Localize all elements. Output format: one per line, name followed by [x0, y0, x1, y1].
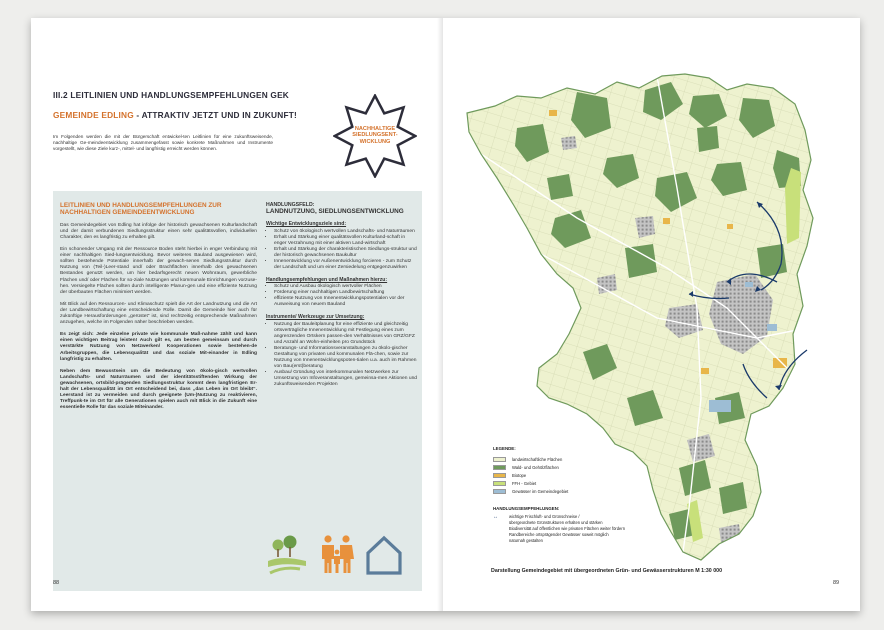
recommendations-title: HANDLUNGSEMPFEHLUNGEN: — [493, 506, 560, 511]
map-caption: Darstellung Gemeindegebiet mit übergeordneten Grün- und Gewässerstrukturen M 1:30 000 — [491, 568, 723, 574]
legend-swatch — [493, 465, 506, 470]
badge-line: WICKLUNG — [359, 138, 391, 145]
badge-line: SIEDLUNGSENT- — [352, 132, 398, 139]
legend-label: Gewässer im Gemeindegebiet — [512, 488, 569, 494]
recommendation-text: Biodiversität auf öffentlichen wie privaten Flächen weiter fördern — [509, 526, 625, 531]
list-item: • Erhalt und Stärkung der charakteristischen Siedlungs-struktur und der historisch gewachsenen Baukultur — [274, 247, 418, 259]
measures-list — [266, 284, 418, 308]
map-area — [457, 68, 855, 578]
box-paragraph: Das Gemeindegebiet von Edling hat infolge der historisch gewachsenen Kulturlandschaft und der damit verbundenen Siedlungsstruktur einen sehr qualitätsvollen, individuellen Charakter, den es langfristig zu erhalten gilt. — [60, 222, 257, 240]
field-label: HANDLUNGSFELD: — [266, 202, 315, 208]
legend-label: landwirtschaftliche Flächen — [512, 456, 563, 462]
legend-item — [493, 487, 733, 495]
list-item: • Ausbau/ Gründung von interkommunalen Netzwerken zur Umsetzung von Infoveranstaltungen, gemeinsa-men Aktionen und zukunftsweisenden Projekten — [274, 370, 418, 388]
legend-label: FFH - Gebiet — [512, 480, 537, 486]
list-item: • effiziente Nutzung von Innenentwicklungspotentialen vor der Ausweisung von neuem Bauland — [274, 296, 418, 308]
legend-item — [493, 471, 733, 479]
box-paragraph-bold: Neben dem Bewusstsein um die Bedeutung von ökolo-gisch wertvollen Landschafts- und Naturräumen und der identitätsstiftenden Wirkung der gewachsenen, ortsbild-prägenden Siedlungsstruktur kommt dem langfristigen Er-halt der Lebensqualität im Ort entscheidend bei, dass „das Leben im Ort bleibt“. Leerstand ist zu vermeiden und durch geeignete (Um-)Nutzung zu reaktivieren, Treffpunk-te im Ort für alle Generationen spielen auch mit Blick in die Zukunft eine essentielle Rolle für das soziale Miteinander. — [60, 368, 257, 411]
list-item: • Schutz von ökologisch wertvollen Landschafts- und Naturräumen — [274, 229, 418, 235]
legend-label: Wald- und Gehölzflächen — [512, 464, 559, 470]
legend-swatch — [493, 489, 506, 494]
legend-title: LEGENDE: — [493, 446, 516, 451]
recommendation-text: Randbereiche ortsprägender Gewässer soweit möglich — [509, 532, 609, 537]
goals-heading: Wichtige Entwicklungsziele sind: — [266, 221, 347, 228]
legend-item — [493, 455, 733, 463]
family-icon — [322, 535, 354, 573]
page-number: 89 — [833, 580, 840, 586]
map-legend — [493, 446, 733, 495]
book-spread — [31, 18, 860, 611]
list-item: • Beratungs- und Informationsveranstaltungen zu ökolo-gischer Gestaltung von privaten und kommunalen Flä-chen, sowie zur Nutzung von Innenentwicklungspoten-tialen u.a. auch im Rahmen von Bau(erst)beratung — [274, 346, 418, 370]
tools-list — [266, 322, 418, 389]
subheading-rest: - ATTRAKTIV JETZT UND IN ZUKUNFT! — [133, 110, 297, 120]
legend-swatch — [493, 473, 506, 478]
goals-list — [266, 229, 418, 271]
list-item: • Förderung einer nachhaltigen Landbewirtschaftung — [274, 290, 418, 296]
badge-label — [333, 126, 417, 145]
municipality-map — [457, 68, 855, 578]
landscape-icon — [268, 536, 306, 574]
left-page — [31, 18, 443, 611]
list-item: • Schutz und Ausbau ökologisch wertvoller Flächen — [274, 284, 418, 290]
recommendation-text: naturnah gestalten — [509, 538, 543, 543]
list-item: • Nutzung der Bauleitplanung für eine effiziente und gleichzeitig ortsverträgliche Innenentwicklung mit Festlegung eines zum angrenzenden Ortskern passen-den Verhältnisses von GRZ/GFZ und Anzahl an Wohn-einheiten pro Grundstück — [274, 322, 418, 346]
list-item: • Innenentwicklung vor Außenentwicklung forcieren - zum Schutz der Landschaft und um einer Zersiedelung entgegenzuwirken — [274, 259, 418, 271]
badge-line: NACHHALTIGE — [354, 126, 396, 132]
recommendation-line — [493, 538, 753, 544]
measures-heading: Handlungsempfehlungen und Maßnahmen hierzu: — [266, 276, 388, 283]
action-field-column — [266, 202, 418, 388]
legend-swatch — [493, 457, 506, 462]
legend-label: Biotope — [512, 472, 527, 478]
box-paragraph: Mit Blick auf den Ressourcen- und Klimaschutz spielt die Art der Landnutzung und die Art der Landbewirtschaftung eine entscheidende Rolle. Damit die Gemeinde hier auch für zukünftige Herausforderungen „gerüstet“ ist, sind rechtzeitig entsprechende Maßnahmen anzugehen, welche im Folgenden näher beschrieben werden. — [60, 301, 257, 326]
section-subheading — [53, 110, 297, 120]
theme-icons — [266, 533, 416, 575]
recommendations-legend — [493, 506, 753, 544]
box-paragraph-bold: Es zeigt sich: Jede einzelne private wie kommunale Maß-nahme zählt und kann einen wichtigen Beitrag leisten! Auch gilt es, am besten gemeinsam und durch verstärkte Nutzung von Netzwerken/ Kooperationen sowie bestehen-de Arbeitsgruppen, die Lebensqualität und das soziale Mit-einander in Edling langfristig zu erhalten. — [60, 332, 257, 362]
tools-heading: Instrumente/ Werkzeuge zur Umsetzung: — [266, 314, 365, 321]
list-item: • Erhalt und Stärkung einer qualitätsvollen Kulturland-schaft in enger Verzahnung mit einer aktiven Land-wirtschaft — [274, 235, 418, 247]
box-paragraph: Ein schonender Umgang mit der Ressource Boden steht hierbei in enger Verbindung mit einer nachhaltigen Sied-lungsentwicklung. Bevor weiteres Bauland ausgewiesen wird, sollten bestehende Potentiale innerhalb der gewach-senen Siedlungsstruktur durch Nutzung von (Teil-)Leer-stand und/ oder Brachflächen innerhalb des gewachsenen Bestandes genutzt werden, um hier bedarfsgerecht neuen Wohnraum, gewerbliche Flächen und/ oder Flächen für so-ziale Nutzungen und kommunale Einrichtungen vorzuse-hen. Versiegelte Flächen sollten durch intelligente Planun-gen und eine effiziente Nutzung der überbauten Flächen minimiert werden. — [60, 247, 257, 295]
recommendation-text: übergeordnete Grünstrukturen erhalten und stärken — [509, 520, 603, 525]
page-number: 88 — [53, 580, 60, 586]
legend-item — [493, 463, 733, 471]
guidelines-column — [60, 202, 257, 411]
right-page — [443, 18, 860, 611]
section-heading: III.2 LEITLINIEN UND HANDLUNGSEMPFEHLUNGEN GEK — [53, 90, 289, 100]
box-title: LEITLINIEN UND HANDLUNGSEMPFEHLUNGEN ZUR NACHHALTIGEN GEMEINDEENTWICKLUNG — [60, 202, 222, 217]
recommendation-text: wichtige Frischluft- und Grünschneise / — [509, 514, 580, 519]
intro-paragraph: Im Folgenden werden die mit der Bürgerschaft entwickel-ten Leitlinien für eine zukunftsweisende, nachhaltige Ge-meindeentwicklung zusammengefasst sowie konkrete Maßnahmen und Instrumente vorgestellt, wie diese Ziele kurz-, mittel- und langfristig erreicht werden können. — [53, 134, 273, 152]
legend-item — [493, 479, 733, 487]
field-title: LANDNUTZUNG, SIEDLUNGSENTWICKLUNG — [266, 208, 404, 215]
subheading-highlight: GEMEINDE EDLING — [53, 110, 134, 120]
double-arrow-icon: ↔ — [493, 514, 498, 520]
legend-swatch — [493, 481, 506, 486]
house-icon — [368, 538, 400, 573]
guidelines-box — [53, 191, 422, 591]
